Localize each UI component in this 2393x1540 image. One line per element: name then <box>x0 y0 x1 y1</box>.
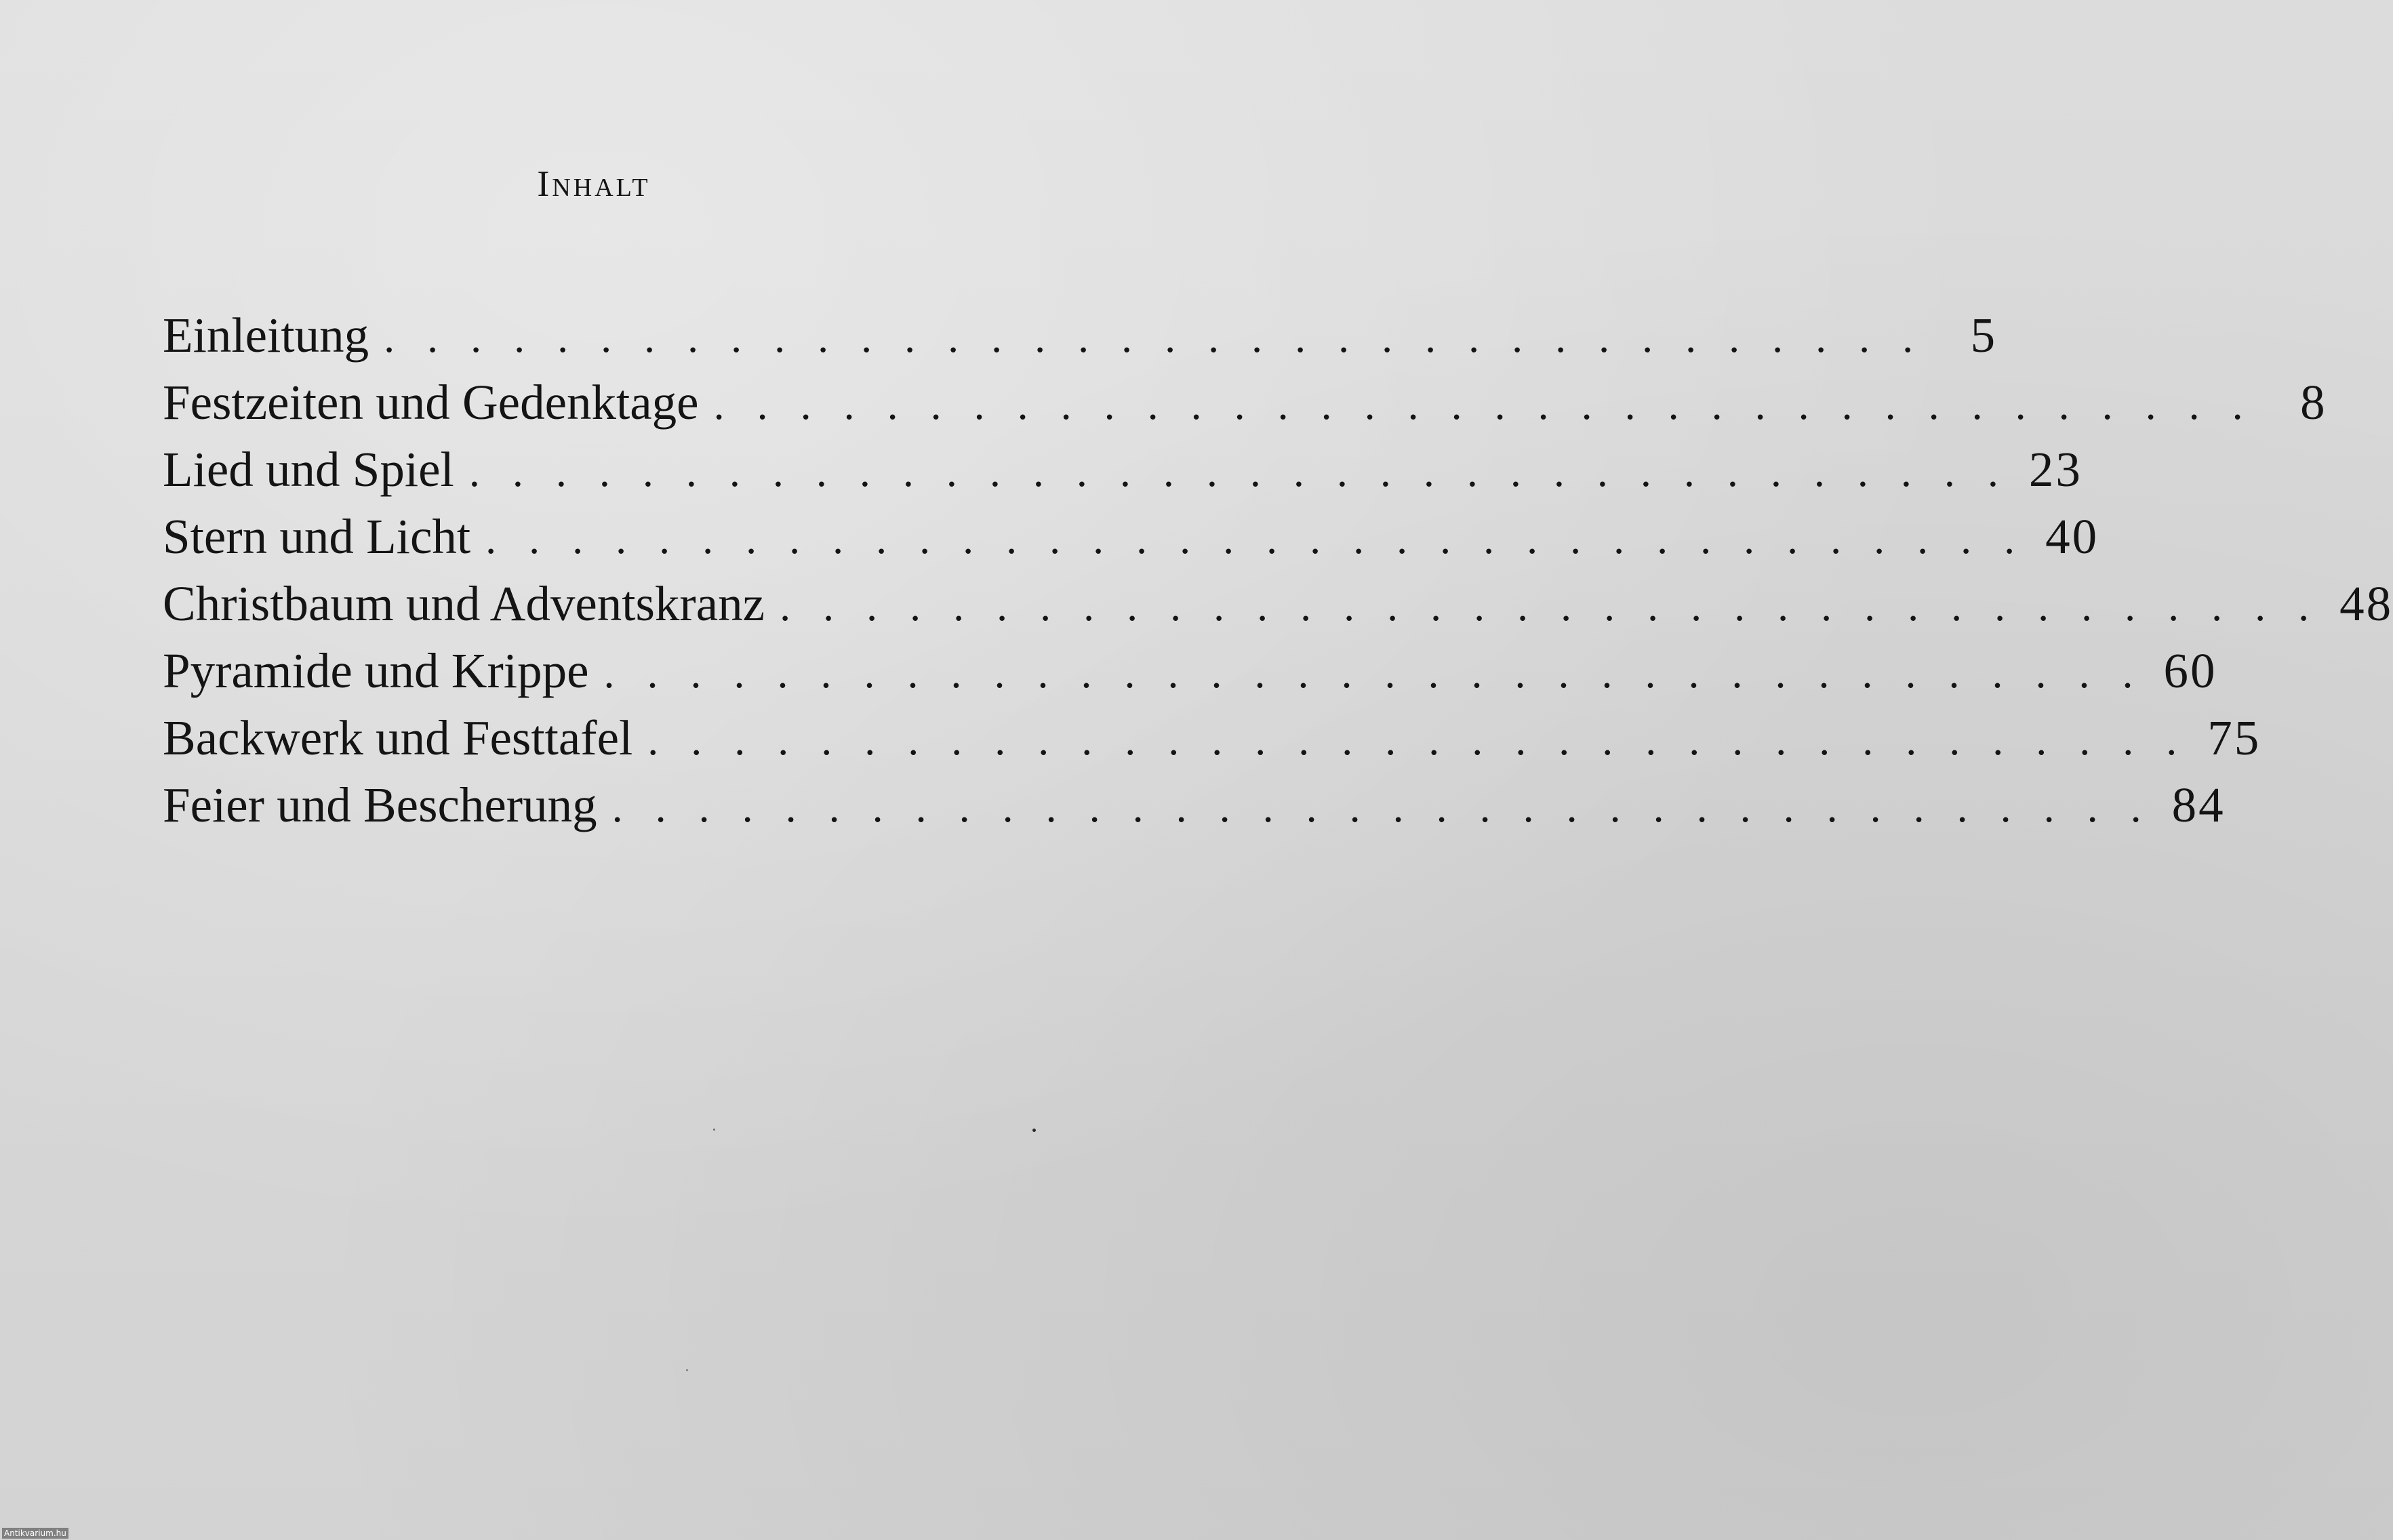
toc-entry-label: Lied und Spiel <box>163 442 454 497</box>
toc-entry <box>163 637 2217 704</box>
toc-entry-page: 5 <box>1970 308 1998 363</box>
toc-entry-page: 40 <box>2045 509 2099 564</box>
watermark-label: Antikvarium.hu <box>2 1528 68 1539</box>
toc-entry-page: 84 <box>2171 777 2226 832</box>
dot-leader: . . . . . . . . . . . . . . . . . . . . . . . . . . . . . . . . . . . . <box>611 783 2152 831</box>
toc-entry-page: 60 <box>2163 643 2217 698</box>
toc-entry-page: 75 <box>2207 710 2261 765</box>
toc-entry-label: Stern und Licht <box>163 509 471 564</box>
toc-entry <box>163 503 2099 570</box>
toc-entry-page: 8 <box>2300 375 2327 430</box>
toc-entry-page: 23 <box>2028 442 2083 497</box>
dot-leader: . . . . . . . . . . . . . . . . . . . . . . . . . . . . . . . . . . . . <box>468 447 2009 495</box>
toc-entry-page: 48 <box>2339 576 2393 631</box>
toc-entry-label: Backwerk und Festtafel <box>163 710 633 765</box>
toc-entry-label: Pyramide und Krippe <box>163 643 589 698</box>
dot-leader: . . . . . . . . . . . . . . . . . . . . . . . . . . . . . . . . . . . . <box>647 716 2188 764</box>
toc-entry <box>163 704 2261 771</box>
paper-speck <box>686 1369 688 1371</box>
toc-entry <box>163 771 2226 838</box>
toc-entry <box>163 436 2083 503</box>
dot-leader: . . . . . . . . . . . . . . . . . . . . . . . . . . . . . . . . . . . . <box>603 649 2144 697</box>
dot-leader: . . . . . . . . . . . . . . . . . . . . . . . . . . . . . . . . . . . . <box>485 514 2026 563</box>
toc-entry <box>163 302 1998 369</box>
paper-speck <box>1032 1129 1036 1132</box>
toc-entry-label: Feier und Bescherung <box>163 777 597 832</box>
table-of-contents <box>163 302 2393 838</box>
dot-leader: . . . . . . . . . . . . . . . . . . . . . . . . . . . . . . . . . . . . <box>384 313 1925 361</box>
page-title: Inhalt <box>537 163 651 204</box>
dot-leader: . . . . . . . . . . . . . . . . . . . . . . . . . . . . . . . . . . . . <box>780 582 2320 630</box>
toc-entry-label: Einleitung <box>163 308 369 363</box>
dot-leader: . . . . . . . . . . . . . . . . . . . . . . . . . . . . . . . . . . . . <box>713 380 2254 428</box>
toc-entry <box>163 570 2393 637</box>
toc-entry-label: Festzeiten und Gedenktage <box>163 375 699 430</box>
toc-entry <box>163 369 2327 436</box>
paper-speck <box>713 1129 715 1131</box>
toc-entry-label: Christbaum und Adventskranz <box>163 576 765 631</box>
